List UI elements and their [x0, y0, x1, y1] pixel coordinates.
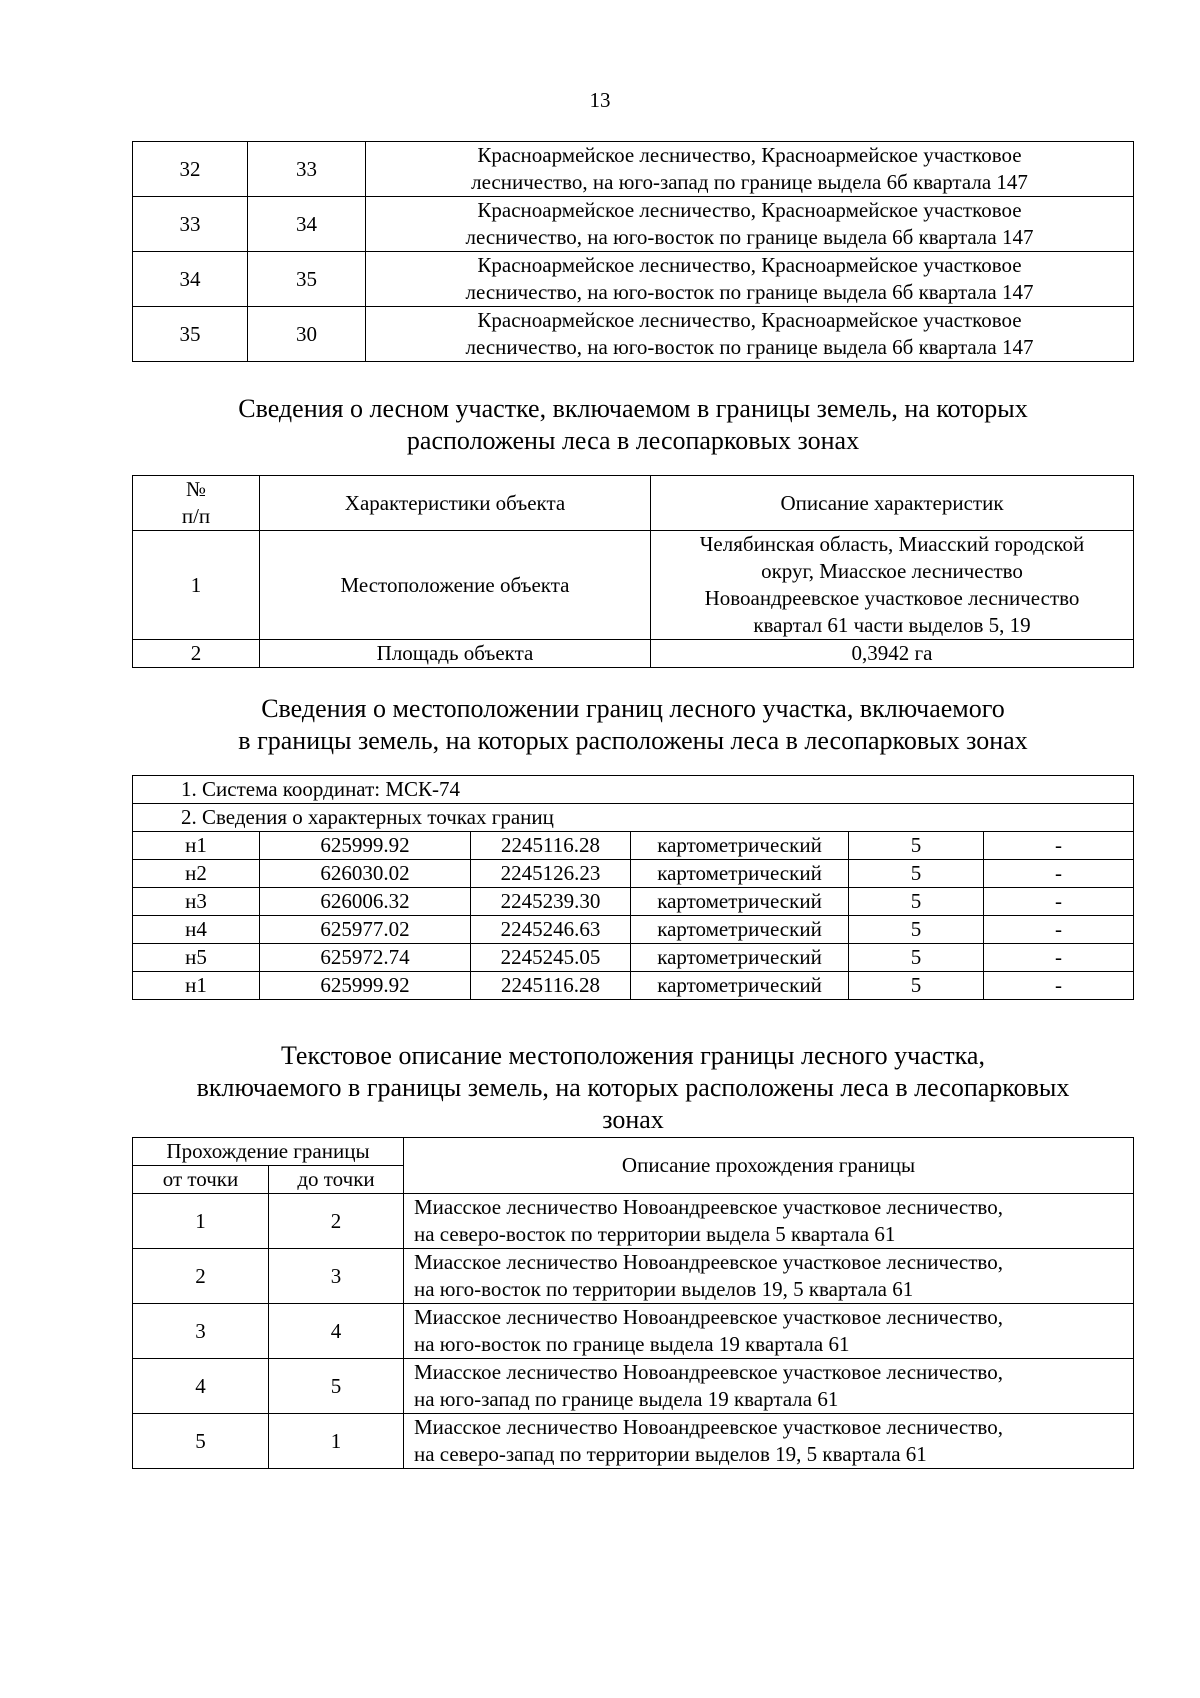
point-name: н3 [133, 888, 260, 916]
to-point: 5 [269, 1359, 404, 1414]
column-header-from-point: от точки [133, 1166, 269, 1194]
point-method: картометрический [631, 888, 849, 916]
point-method: картометрический [631, 916, 849, 944]
from-point: 1 [133, 1194, 269, 1249]
point-accuracy: 5 [849, 972, 984, 1000]
point-x: 625999.92 [260, 972, 471, 1000]
to-point: 3 [269, 1249, 404, 1304]
from-point: 34 [133, 252, 248, 307]
boundary-points-label: 2. Сведения о характерных точках границ [133, 804, 1134, 832]
to-point: 33 [248, 142, 366, 197]
point-name: н1 [133, 832, 260, 860]
point-x: 625972.74 [260, 944, 471, 972]
from-point: 5 [133, 1414, 269, 1469]
characteristic-value: 0,3942 га [651, 640, 1134, 668]
point-extra: - [984, 832, 1134, 860]
characteristic-value: Челябинская область, Миасский городской округ, Миасское лесничество Новоандреевское участковое лесничество квартал 61 части выделов 5, 19 [651, 531, 1134, 640]
table-row [133, 1359, 1134, 1414]
boundary-points-table [132, 775, 1134, 1000]
point-name: н4 [133, 916, 260, 944]
passage-description: Миасское лесничество Новоандреевское участковое лесничество, на северо-восток по территории выдела 5 квартала 61 [404, 1194, 1134, 1249]
boundary-description: Красноармейское лесничество, Красноармейское участковое лесничество, на юго-запад по границе выдела 6б квартала 147 [366, 142, 1134, 197]
table-row [133, 197, 1134, 252]
forest-plot-info-table [132, 475, 1134, 668]
from-point: 2 [133, 1249, 269, 1304]
point-accuracy: 5 [849, 860, 984, 888]
point-extra: - [984, 916, 1134, 944]
point-y: 2245245.05 [471, 944, 631, 972]
point-y: 2245239.30 [471, 888, 631, 916]
point-name: н2 [133, 860, 260, 888]
point-y: 2245116.28 [471, 832, 631, 860]
point-x: 626030.02 [260, 860, 471, 888]
table-row [133, 916, 1134, 944]
column-header-to-point: до точки [269, 1166, 404, 1194]
boundary-description: Красноармейское лесничество, Красноармейское участковое лесничество, на юго-восток по границе выдела 6б квартала 147 [366, 197, 1134, 252]
point-accuracy: 5 [849, 944, 984, 972]
table-row [133, 640, 1134, 668]
point-method: картометрический [631, 944, 849, 972]
point-accuracy: 5 [849, 916, 984, 944]
point-extra: - [984, 972, 1134, 1000]
point-x: 626006.32 [260, 888, 471, 916]
table-row [133, 1249, 1134, 1304]
point-extra: - [984, 944, 1134, 972]
boundary-description-table-continued [132, 141, 1134, 362]
from-point: 4 [133, 1359, 269, 1414]
table-row [133, 832, 1134, 860]
to-point: 30 [248, 307, 366, 362]
point-name: н1 [133, 972, 260, 1000]
table-row [133, 944, 1134, 972]
characteristic-name: Площадь объекта [260, 640, 651, 668]
table-row [133, 1304, 1134, 1359]
point-method: картометрический [631, 832, 849, 860]
column-header-passage: Прохождение границы [133, 1138, 404, 1166]
from-point: 33 [133, 197, 248, 252]
from-point: 32 [133, 142, 248, 197]
point-y: 2245246.63 [471, 916, 631, 944]
to-point: 4 [269, 1304, 404, 1359]
page-number: 13 [589, 88, 611, 112]
table-row [133, 972, 1134, 1000]
from-point: 35 [133, 307, 248, 362]
point-method: картометрический [631, 860, 849, 888]
boundary-text-description-table [132, 1137, 1134, 1469]
point-y: 2245116.28 [471, 972, 631, 1000]
table-row [133, 252, 1134, 307]
table-row [133, 531, 1134, 640]
to-point: 1 [269, 1414, 404, 1469]
table-row [133, 307, 1134, 362]
column-header-number: № п/п [133, 476, 260, 531]
passage-description: Миасское лесничество Новоандреевское участковое лесничество, на юго-восток по границе выдела 19 квартала 61 [404, 1304, 1134, 1359]
table-row [133, 804, 1134, 832]
column-header-description: Описание характеристик [651, 476, 1134, 531]
row-number: 1 [133, 531, 260, 640]
to-point: 34 [248, 197, 366, 252]
point-accuracy: 5 [849, 888, 984, 916]
table-header-row [133, 1138, 1134, 1166]
point-y: 2245126.23 [471, 860, 631, 888]
to-point: 2 [269, 1194, 404, 1249]
table-header-row [133, 476, 1134, 531]
passage-description: Миасское лесничество Новоандреевское участковое лесничество, на юго-восток по территории выделов 19, 5 квартала 61 [404, 1249, 1134, 1304]
column-header-passage-description: Описание прохождения границы [404, 1138, 1134, 1194]
to-point: 35 [248, 252, 366, 307]
passage-description: Миасское лесничество Новоандреевское участковое лесничество, на северо-запад по территории выделов 19, 5 квартала 61 [404, 1414, 1134, 1469]
section-heading-text-description: Текстовое описание местоположения границы лесного участка, включаемого в границы земель, на которых расположены леса в лесопарковых зонах [196, 1041, 1070, 1134]
table-row [133, 860, 1134, 888]
table-row [133, 776, 1134, 804]
coordinate-system-label: 1. Система координат: МСК-74 [133, 776, 1134, 804]
from-point: 3 [133, 1304, 269, 1359]
point-x: 625999.92 [260, 832, 471, 860]
table-row [133, 142, 1134, 197]
characteristic-name: Местоположение объекта [260, 531, 651, 640]
point-extra: - [984, 888, 1134, 916]
passage-description: Миасское лесничество Новоандреевское участковое лесничество, на юго-запад по границе выдела 19 квартала 61 [404, 1359, 1134, 1414]
point-accuracy: 5 [849, 832, 984, 860]
section-heading-forest-plot-info: Сведения о лесном участке, включаемом в границы земель, на которых расположены леса в лесопарковых зонах [238, 394, 1028, 455]
boundary-description: Красноармейское лесничество, Красноармейское участковое лесничество, на юго-восток по границе выдела 6б квартала 147 [366, 252, 1134, 307]
table-row [133, 888, 1134, 916]
row-number: 2 [133, 640, 260, 668]
point-x: 625977.02 [260, 916, 471, 944]
table-row [133, 1194, 1134, 1249]
section-heading-boundary-location: Сведения о местоположении границ лесного участка, включаемого в границы земель, на которых расположены леса в лесопарковых зонах [238, 694, 1028, 755]
boundary-description: Красноармейское лесничество, Красноармейское участковое лесничество, на юго-восток по границе выдела 6б квартала 147 [366, 307, 1134, 362]
table-row [133, 1414, 1134, 1469]
point-extra: - [984, 860, 1134, 888]
column-header-characteristics: Характеристики объекта [260, 476, 651, 531]
point-name: н5 [133, 944, 260, 972]
point-method: картометрический [631, 972, 849, 1000]
